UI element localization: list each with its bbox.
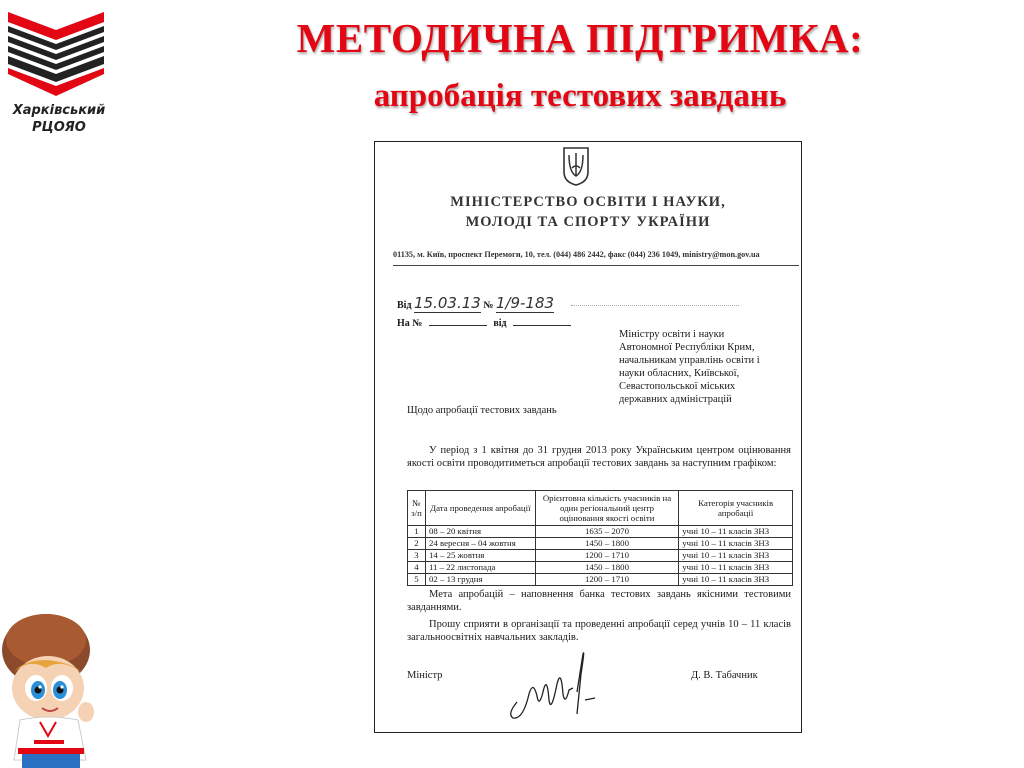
table-row xyxy=(408,526,793,538)
table-cell: 1635 – 2070 xyxy=(535,526,679,538)
paragraph-intro: У період з 1 квітня до 31 грудня 2013 року Українським центром оцінювання якості освіти проводитиметься апробації тестових завдань за наступним графіком: xyxy=(407,445,791,469)
table-cell: учні 10 – 11 класів ЗНЗ xyxy=(679,538,793,550)
ref-date: 15.03.13 xyxy=(414,294,481,312)
table-cell: 14 – 25 жовтня xyxy=(425,550,535,562)
ref-reply-from: від xyxy=(493,318,507,329)
table-cell: 2 xyxy=(408,538,426,550)
ref-dotted-line xyxy=(571,305,739,306)
ministry-line1: МІНІСТЕРСТВО ОСВІТИ І НАУКИ, xyxy=(450,194,726,210)
addressee-line: державних адміністрацій xyxy=(619,394,732,405)
ministry-name xyxy=(375,192,801,232)
paragraph-goal: Мета апробацій – наповнення банка тестових завдань якісними тестовими завданнями. xyxy=(407,589,791,613)
letter-subject: Щодо апробації тестових завдань xyxy=(407,405,557,416)
table-cell: 1200 – 1710 xyxy=(535,574,679,586)
table-row xyxy=(408,538,793,550)
cartoon-boy-mascot-icon xyxy=(0,610,104,768)
table-row xyxy=(408,562,793,574)
ref-number: 1/9-183 xyxy=(495,294,555,312)
schedule-table xyxy=(407,490,793,586)
addressee-block xyxy=(619,328,799,406)
table-cell: учні 10 – 11 класів ЗНЗ xyxy=(679,550,793,562)
book-logo-icon xyxy=(6,8,106,100)
handwritten-signature-icon xyxy=(503,644,603,726)
slide-title: МЕТОДИЧНА ПІДТРИМКА: xyxy=(296,15,864,61)
ref-no-label: № xyxy=(483,300,494,311)
table-cell: учні 10 – 11 класів ЗНЗ xyxy=(679,562,793,574)
table-cell: 08 – 20 квітня xyxy=(425,526,535,538)
trident-coat-of-arms-icon xyxy=(561,146,591,186)
table-cell: учні 10 – 11 класів ЗНЗ xyxy=(679,574,793,586)
reply-reference xyxy=(397,318,575,329)
table-cell: 5 xyxy=(408,574,426,586)
logo-caption-line2: РЦОЯО xyxy=(32,120,86,135)
table-cell: 4 xyxy=(408,562,426,574)
ref-reply-blank xyxy=(429,325,487,326)
ministry-address: 01135, м. Київ, проспект Перемоги, 10, тел. (044) 486 2442, факс (044) 236 1049, ministry@mon.gov.ua xyxy=(393,250,760,259)
ministry-letter xyxy=(374,141,802,733)
table-cell: учні 10 – 11 класів ЗНЗ xyxy=(679,526,793,538)
rcoyao-logo xyxy=(6,8,116,148)
table-header: Дата проведення апробації xyxy=(425,491,535,526)
minister-name: Д. В. Табачник xyxy=(691,670,758,681)
logo-caption-line1: Харківський xyxy=(12,103,106,118)
ref-reply-date-blank xyxy=(513,325,571,326)
addressee-line: Міністру освіти і науки xyxy=(619,329,725,340)
logo-caption xyxy=(6,102,112,136)
outgoing-reference xyxy=(397,294,554,313)
addressee-line: начальникам управлінь освіти і xyxy=(619,355,760,366)
ministry-line2: МОЛОДІ ТА СПОРТУ УКРАЇНИ xyxy=(465,214,711,230)
addressee-line: Севастопольської міських xyxy=(619,381,736,392)
table-header-row xyxy=(408,491,793,526)
table-header: № з/п xyxy=(408,491,426,526)
ref-reply-label: На № xyxy=(397,318,423,329)
slide-subtitle: апробація тестових завдань xyxy=(373,78,787,114)
table-cell: 1 xyxy=(408,526,426,538)
table-cell: 11 – 22 листопада xyxy=(425,562,535,574)
addressee-line: Автономної Республіки Крим, xyxy=(619,342,755,353)
header-rule xyxy=(393,265,799,266)
table-row xyxy=(408,574,793,586)
table-row xyxy=(408,550,793,562)
addressee-line: науки обласних, Київської, xyxy=(619,368,740,379)
table-header: Орієнтовна кількість учасників на один регіональний центр оцінювання якості освіти xyxy=(535,491,679,526)
table-cell: 1450 – 1800 xyxy=(535,538,679,550)
table-cell: 1450 – 1800 xyxy=(535,562,679,574)
paragraph-request: Прошу сприяти в організації та проведенні апробації серед учнів 10 – 11 класів загальноосвітніх навчальних закладів. xyxy=(407,619,791,643)
table-header: Категорія учасників апробації xyxy=(679,491,793,526)
table-cell: 02 – 13 грудня xyxy=(425,574,535,586)
table-cell: 3 xyxy=(408,550,426,562)
table-cell: 24 вересня – 04 жовтня xyxy=(425,538,535,550)
minister-label: Міністр xyxy=(407,670,443,681)
table-cell: 1200 – 1710 xyxy=(535,550,679,562)
ref-from-label: Від xyxy=(397,300,412,311)
